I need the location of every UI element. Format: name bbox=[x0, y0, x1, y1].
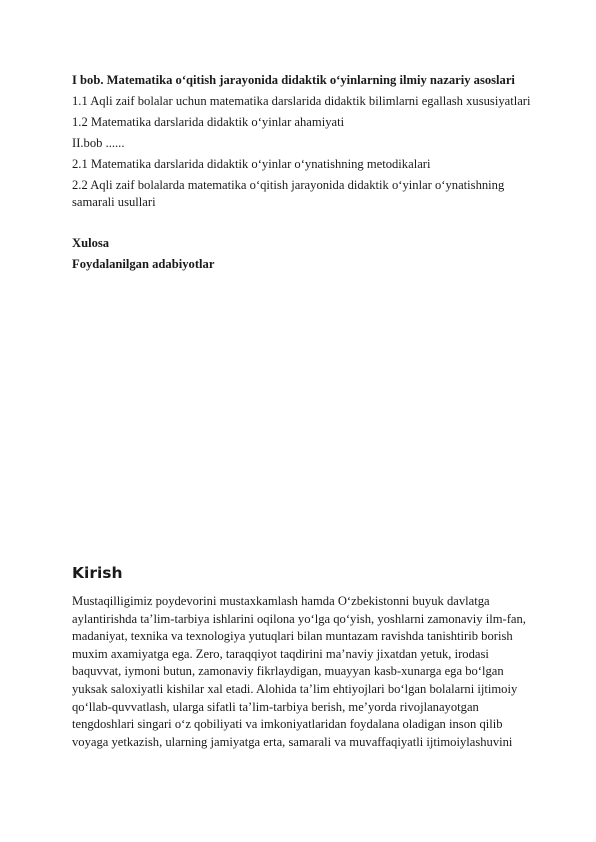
toc-conclusion: Xulosa bbox=[72, 236, 110, 250]
toc-item-2-1: 2.1 Matematika darslarida didaktik o‘yinlar o‘ynatishning metodikalari bbox=[72, 157, 431, 171]
toc-chapter-1-title: I bob. Matematika o‘qitish jarayonida didaktik o‘yinlarning ilmiy nazariy asoslari bbox=[72, 73, 515, 87]
toc-item-1-2: 1.2 Matematika darslarida didaktik o‘yinlar ahamiyati bbox=[72, 115, 345, 129]
intro-heading: Kirish bbox=[72, 564, 123, 582]
toc-chapter-2-title: II.bob ...... bbox=[72, 136, 125, 150]
toc-item-2-2: 2.2 Aqli zaif bolalarda matematika o‘qitish jarayonida didaktik o‘yinlar o‘ynatishning samarali usullari bbox=[72, 178, 505, 209]
intro-paragraph: Mustaqilligimiz poydevorini mustaxkamlash hamda O‘zbekistonni buyuk davlatga aylantirishda ta’lim-tarbiya ishlarini oqilona yo‘lga qo‘yish, yoshlarni zamonaviy ilm-fan, madaniyat, texnika va texnologiya yutuqlari bilan muntazam ravishda tanishtirib borish muxim axamiyatga ega. Zero, taraqqiyot taqdirini ma’naviy jixatdan yetuk, irodasi baquvvat, iymoni butun, zamonaviy fikrlaydigan, muayyan kasb-xunarga ega bo‘lgan yuksak saloxiyatli kishilar xal etadi. Alohida ta’lim ehtiyojlari bo‘lgan bolalarni ijtimoiy qo‘llab-quvvatlash, ularga sifatli ta’lim-tarbiya berish, me’yorda rivojlanayotgan tengdoshlari singari o‘z qobiliyati va imkoniyatlaridan foydalana oladigan inson qilib voyaga yetkazish, ularning jamiyatga erta, samarali va muvaffaqiyatli ijtimoiylashuvini bbox=[72, 594, 526, 749]
toc-item-1-1: 1.1 Aqli zaif bolalar uchun matematika darslarida didaktik bilimlarni egallash xususiyatlari bbox=[72, 94, 531, 108]
toc-references: Foydalanilgan adabiyotlar bbox=[72, 257, 215, 271]
table-of-contents bbox=[72, 72, 532, 273]
